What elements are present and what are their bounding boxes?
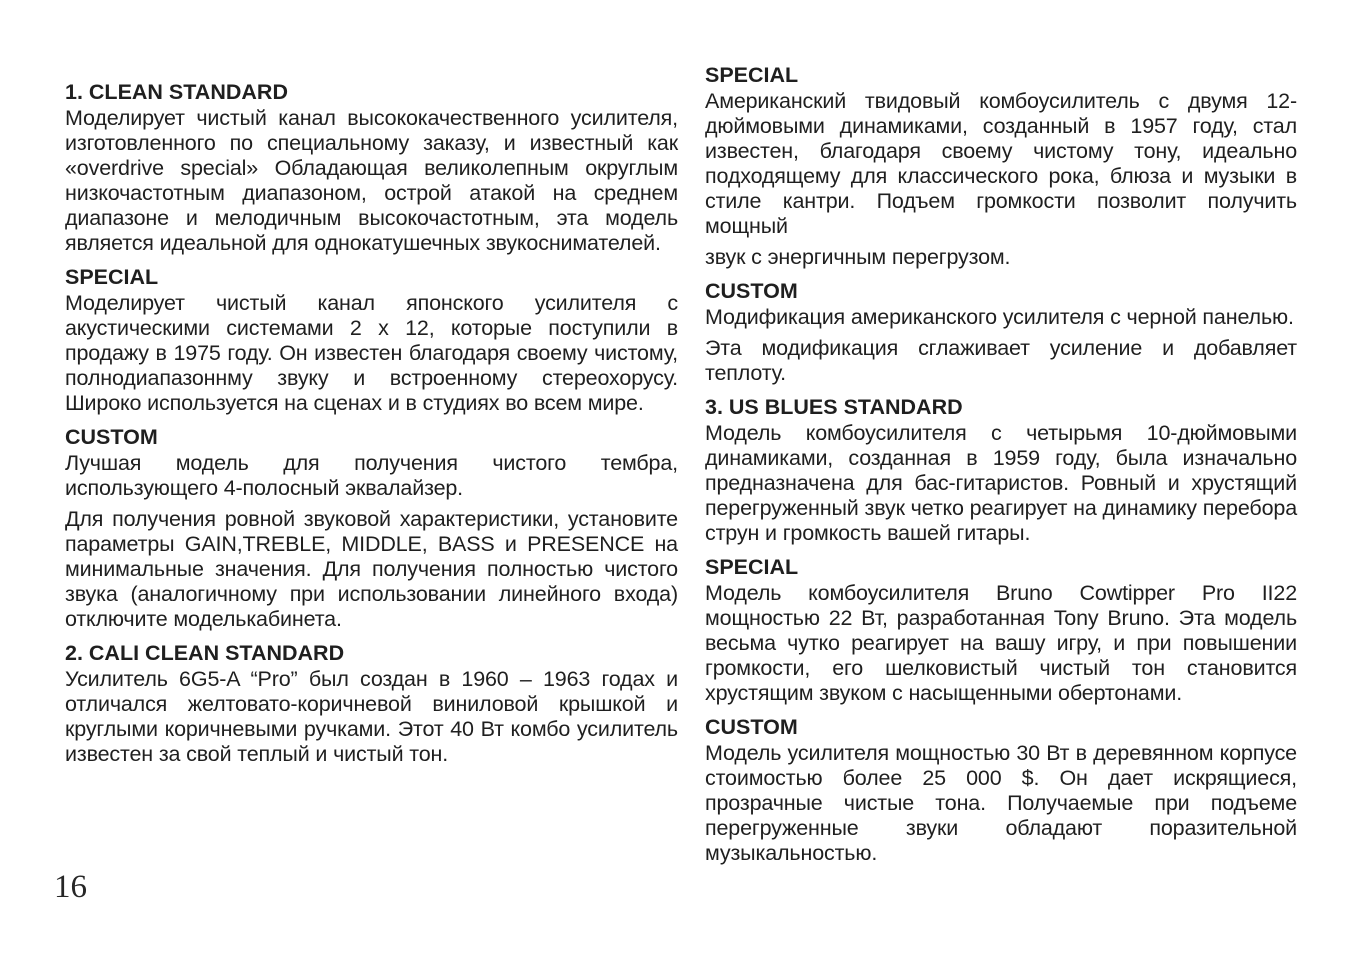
- section-custom-right-1: [705, 279, 1297, 386]
- paragraph: звук с энергичным перегрузом.: [705, 245, 1011, 269]
- paragraph: Моделирует чистый канал высококачественного усилителя, изготовленного по специальному заказу, и известный как «overdrive special» Обладающая великолепным округлым низкочастотным диапазоном, острой атакой на среднем диапазоне и мелодичным высокочастотным, эта модель является идеальной для однокатушечных звукоснимателей.: [65, 106, 678, 255]
- section-custom-right-2: [705, 715, 1297, 866]
- paragraph: Модель комбоусилителя с четырьмя 10-дюймовыми динамиками, созданная в 1959 году, была изначально предназначена для бас-гитаристов. Ровный и хрустящий перегруженный звук четко реагирует на динамику перебора струн и громкость вашей гитары.: [705, 421, 1297, 545]
- section-cali-clean-standard: [65, 641, 678, 767]
- section-heading: CUSTOM: [705, 279, 798, 303]
- paragraph: Эта модификация сглаживает усиление и добавляет теплоту.: [705, 336, 1297, 385]
- section-heading: 3. US BLUES STANDARD: [705, 395, 963, 419]
- paragraph: Модификация американского усилителя с черной панелью.: [705, 305, 1294, 329]
- paragraph: Усилитель 6G5-A “Pro” был создан в 1960 – 1963 годах и отличался желтовато-коричневой виниловой крышкой и круглыми коричневыми ручками. Этот 40 Вт комбо усилитель известен за свой теплый и чистый тон.: [65, 667, 678, 766]
- paragraph: Американский твидовый комбоусилитель с двумя 12-дюймовыми динамиками, созданный в 1957 году, стал известен, благодаря своему чистому тону, идеально подходящему для классического рока, блюза и музыки в стиле кантри. Подъем громкости позволит получить мощный: [705, 89, 1297, 238]
- section-special-right-2: [705, 555, 1297, 706]
- section-us-blues-standard: [705, 395, 1297, 546]
- section-heading: 2. CALI CLEAN STANDARD: [65, 641, 345, 665]
- paragraph: Модель усилителя мощностью 30 Вт в деревянном корпусе стоимостью более 25 000 $. Он дает искрящиеся, прозрачные чистые тона. Получаемые при подъеме перегруженные звуки обладают поразительной музыкальностью.: [705, 741, 1297, 865]
- paragraph: Модель комбоусилителя Bruno Cowtipper Pro II22 мощностью 22 Вт, разработанная Tony Bruno. Эта модель весьма чутко реагирует на вашу игру, и при повышении громкости, его шелковистый чистый тон становится хрустящим звуком с насыщенными обертонами.: [705, 581, 1297, 705]
- paragraph: Для получения ровной звуковой характеристики, установите параметры GAIN,TREBLE, MIDDLE, BASS и PRESENCE на минимальные значения. Для получения полностью чистого звука (аналогичному при использовании линейного входа) отключите моделькабинета.: [65, 507, 678, 631]
- text-column-right: [705, 63, 1297, 866]
- section-heading: SPECIAL: [705, 63, 799, 87]
- section-heading: CUSTOM: [705, 715, 798, 739]
- text-column-left: [65, 80, 678, 767]
- section-heading: SPECIAL: [65, 265, 159, 289]
- section-special-right-1: [705, 63, 1297, 270]
- paragraph: Лучшая модель для получения чистого тембра, использующего 4-полосный эквалайзер.: [65, 451, 678, 500]
- section-heading: SPECIAL: [705, 555, 799, 579]
- section-custom-left: [65, 425, 678, 632]
- section-clean-standard: [65, 80, 678, 256]
- section-heading: CUSTOM: [65, 425, 158, 449]
- section-special-left: [65, 265, 678, 416]
- page-number: 16: [54, 869, 87, 905]
- paragraph: Моделирует чистый канал японского усилителя с акустическими системами 2 х 12, которые поступили в продажу в 1975 году. Он известен благодаря своему чистому, полнодиапазоннму звуку и встроенному стереохорусу. Широко используется на сценах и в студиях во всем мире.: [65, 291, 678, 415]
- section-heading: 1. CLEAN STANDARD: [65, 80, 288, 104]
